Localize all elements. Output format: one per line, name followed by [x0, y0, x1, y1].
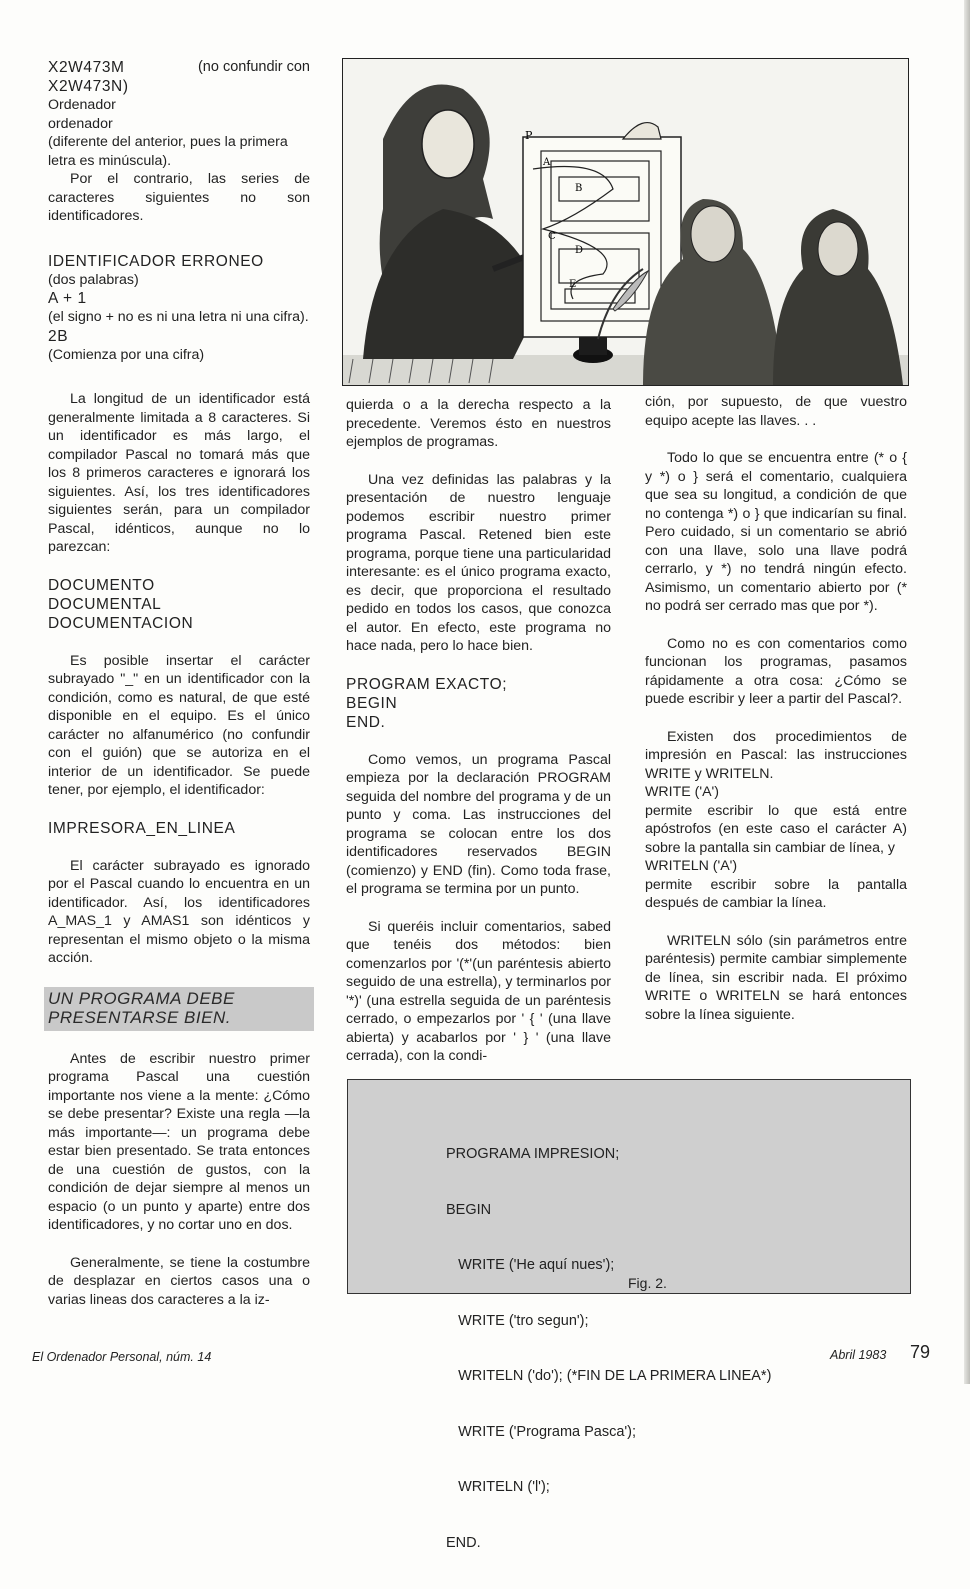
code-line: BEGIN: [346, 694, 398, 712]
error-note-3: (Comienza por una cifra): [48, 346, 205, 363]
error-example-3: 2B: [48, 327, 69, 345]
paragraph: WRITELN sólo (sin parámetros entre paréntesis) permite cambiar simplemente de línea, sin escribir nada. El próximo WRITE o WRITELN se hará entonces sobre la línea siguiente.: [645, 932, 907, 1023]
doc-example-1: DOCUMENTO: [48, 576, 155, 594]
page-number: 79: [910, 1342, 931, 1362]
identifier-example-1b: X2W473N): [48, 78, 129, 95]
page-fold-shadow: [964, 0, 970, 1384]
engraving-drawing: [343, 59, 908, 385]
illus-label-e: E: [569, 279, 577, 290]
paragraph: Como no es con comentarios como funcionan los programas, pasamos rápidamente a otra cosa: ¿Cómo se puede escribir y leer a partir del Pascal?.: [645, 635, 907, 707]
underscore-example: IMPRESORA_EN_LINEA: [48, 819, 236, 837]
paragraph: Antes de escribir nuestro primer programa Pascal una cuestión importante nos viene a la mente: ¿Cómo se debe presentar? Existe una regla —la más importante—: un programa debe estar bien presentado. Se trata entonces de una cuestión de gustos, con la condición de dejar siempre al menos un espacio (o un punto y aparte) entre dos identificadores, y no cortar uno en dos.: [48, 1050, 310, 1233]
code-line: WRITELN ('do'); (*FIN DE LA PRIMERA LINEA*): [446, 1368, 772, 1384]
column-left: [48, 58, 310, 1309]
figure-caption: Fig. 2.: [628, 1275, 667, 1291]
illus-label-p: P: [525, 129, 533, 142]
identifier-example-3: ordenador: [48, 115, 113, 132]
paragraph: Por el contrario, las series de caracteres siguientes no son identificadores.: [48, 171, 310, 224]
paragraph: El carácter subrayado es ignorado por el Pascal cuando lo encuentra en un identificador. Así, los identificadores A_MAS_1 y AMAS1 son idénticos y representan el mismo objeto o la misma acción.: [48, 857, 310, 966]
publication-name: El Ordenador Personal, núm. 14: [32, 1350, 212, 1364]
doc-example-2: DOCUMENTAL: [48, 595, 162, 613]
error-example-1: IDENTIFICADOR ERRONEO: [48, 252, 264, 270]
paragraph: Todo lo que se encuentra entre (* o { y *) o } será el comentario, cualquiera que sea su longitud, a condición de que no contenga *) o } que indicarían su final. Pero cuidado, si un comentario se abrió con una llave, solo una llave podrá cerrarlo, y *) no tendrá ningún efecto. Asimismo, un comentario abierto por (* no podrá ser cerrado mas que por *).: [645, 450, 907, 614]
code-line: BEGIN: [446, 1201, 492, 1218]
paragraph: Existen dos procedimientos de impresión en Pascal: las instrucciones WRITE y WRITELN.: [645, 728, 907, 782]
illus-label-a: A: [543, 157, 551, 168]
paragraph: quierda o a la derecha respecto a la precedente. Veremos ésto en nuestros ejemplos de programas.: [346, 397, 611, 450]
error-note-1: (dos palabras): [48, 271, 139, 288]
code-line: WRITELN ('l');: [446, 1479, 550, 1495]
paragraph: ción, por supuesto, de que vuestro equipo acepte las llaves. . .: [645, 394, 907, 429]
pascal-illustration: [342, 58, 909, 386]
code-line: WRITE ('He aquí nues');: [446, 1257, 615, 1273]
paragraph: Como vemos, un programa Pascal empieza por la declaración PROGRAM seguida del nombre del programa y de un punto y coma. Las instrucciones del programa se colocan entre los dos identificadores reservados BEGIN (comienzo) y END (fin). Como toda frase, el programa se termina por un punto.: [346, 751, 611, 897]
code-line: END.: [446, 1534, 481, 1551]
column-middle: [346, 396, 611, 1066]
paragraph: Es posible insertar el carácter subrayado "_" en un identificador con la condición, como es natural, de que esté disponible en el equipo. Es el único carácter no alfanumérico (no confundir con el guión) que se autoriza en el interior de un identificador. Se puede tener, por ejemplo, el identificador:: [48, 652, 310, 798]
paragraph: permite escribir lo que está entre apóstrofos (en este caso el carácter A) sobre la pantalla sin cambiar de línea, y: [645, 802, 907, 856]
illus-label-c: C: [548, 231, 556, 242]
code-line: WRITE ('A'): [645, 784, 719, 800]
code-listing: [446, 1108, 771, 1589]
identifier-example-2: Ordenador: [48, 97, 116, 113]
code-line: WRITELN ('A'): [645, 858, 738, 874]
error-example-2: A + 1: [48, 290, 87, 307]
identifier-note: (diferente del anterior, pues la primera letra es minúscula).: [48, 134, 288, 169]
paragraph: Generalmente, se tiene la costumbre de desplazar en ciertos casos una o varias lineas dos caracteres a la iz-: [48, 1254, 310, 1308]
code-line: PROGRAMA IMPRESION;: [446, 1146, 620, 1162]
code-line: END.: [346, 713, 386, 731]
code-line: WRITE ('tro segun');: [446, 1312, 589, 1329]
section-heading: UN PROGRAMA DEBE PRESENTARSE BIEN.: [44, 987, 314, 1031]
issue-date: Abril 1983: [830, 1348, 887, 1362]
illus-label-d: D: [575, 245, 584, 256]
code-line: PROGRAM EXACTO;: [346, 675, 508, 693]
error-note-2: (el signo + no es ni una letra ni una cifra).: [48, 309, 309, 325]
code-line: WRITE ('Programa Pasca');: [446, 1423, 637, 1440]
paragraph: Si queréis incluir comentarios, sabed que tenéis dos métodos: bien comenzarlos por '(*'(un paréntesis abierto seguido de una estrella), y terminarlos por '*)' (una estrella seguida de un paréntesis cerrado, o empezarlos por ' { ' (una llave abierta) y acabarlos por ' } ' (una llave cerrada), con la condi-: [346, 918, 611, 1064]
identifier-example-1: X2W473M (no confundir con: [48, 59, 310, 76]
column-right: [645, 393, 907, 1024]
doc-example-3: DOCUMENTACION: [48, 614, 194, 632]
illus-label-b: B: [575, 183, 583, 194]
paragraph: La longitud de un identificador está generalmente limitada a 8 caracteres. Si un identificador es más largo, el compilador Pascal no tomará más que los 8 primeros caracteres e ignorará los siguientes. Así, los tres identificadores siguientes serán, para un compilador Pascal, idénticos, aunque no lo parezcan:: [48, 391, 310, 555]
paragraph: Una vez definidas las palabras y la presentación de nuestro lenguaje podemos escribir nuestro primer programa Pascal. Retened bien este programa, porque tiene una particularidad interesante: es el único programa exacto, es decir, que proporciona el resultado pedido en todos los casos, que conozca el autor. En efecto, este programa no hace nada, pero lo hace bien.: [346, 471, 611, 654]
paragraph: permite escribir sobre la pantalla después de cambiar la línea.: [645, 876, 907, 911]
